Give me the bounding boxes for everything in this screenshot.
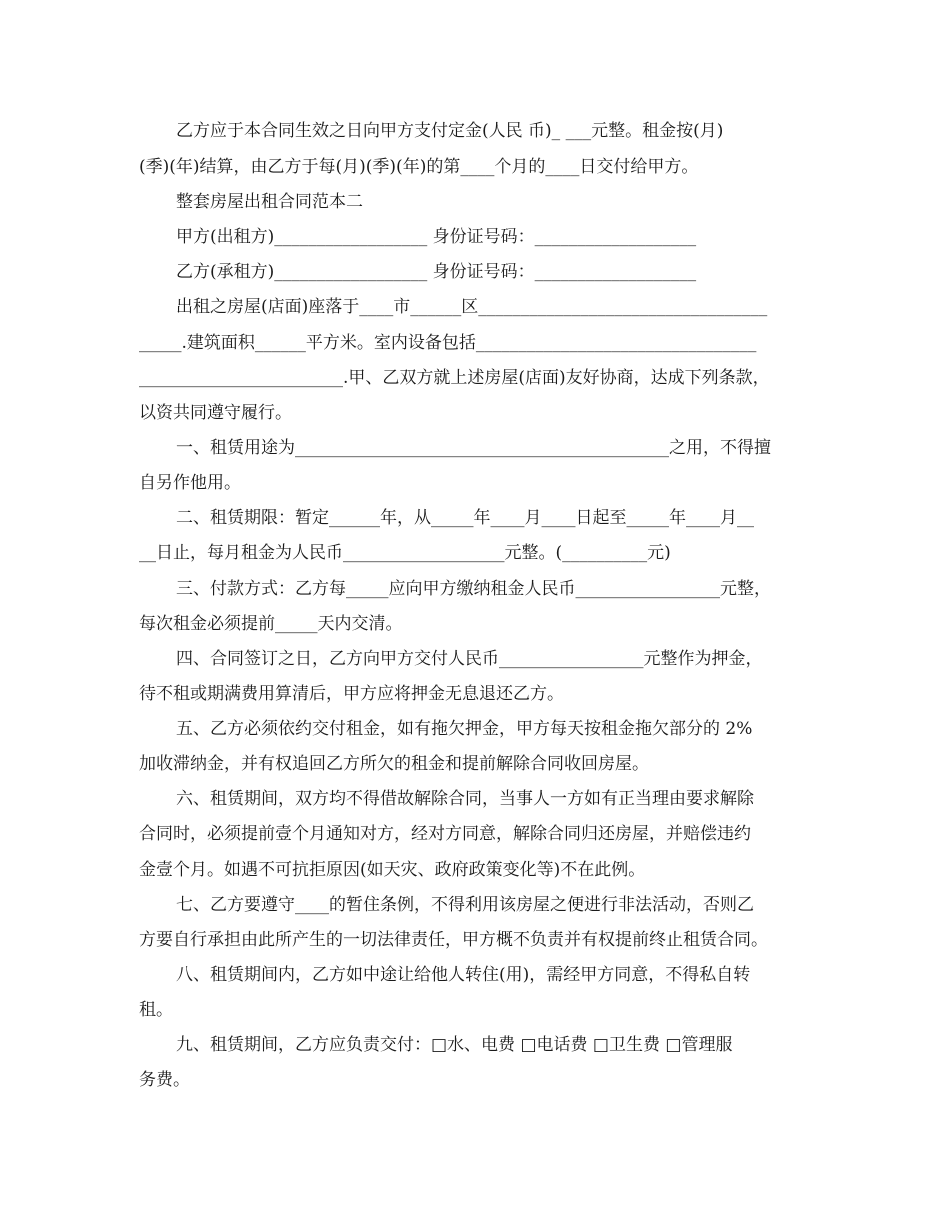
clause-line: 八、租赁期间内，乙方如中途让给他人转住(用)，需经甲方同意，不得私自转 <box>176 965 751 985</box>
paragraph-line: ________________________.甲、乙双方就上述房屋(店面)友好协商，达成下列条款， <box>139 368 770 388</box>
paragraph-line: 以资共同遵守履行。 <box>139 403 292 423</box>
section-heading: 整套房屋出租合同范本二 <box>176 192 363 212</box>
clause-line: 每次租金必须提前_____天内交清。 <box>139 614 403 634</box>
clause-line: 租。 <box>139 1000 173 1020</box>
clause-line: 七、乙方要遵守____的暂住条例，不得利用该房屋之便进行非法活动，否则乙 <box>176 895 754 915</box>
clause-line: 五、乙方必须依约交付租金，如有拖欠押金，甲方每天按租金拖欠部分的 2% <box>176 719 753 739</box>
clause-line: 加收滞纳金，并有权追回乙方所欠的租金和提前解除合同收回房屋。 <box>139 754 649 774</box>
party-a-line: 甲方(出租方)__________________ 身份证号码：___________________ <box>176 227 697 247</box>
party-b-line: 乙方(承租方)__________________ 身份证号码：___________________ <box>176 262 697 282</box>
clause-line: 务费。 <box>139 1070 190 1090</box>
clause-line: 方要自行承担由此所产生的一切法律责任，甲方概不负责并有权提前终止租赁合同。 <box>139 930 768 950</box>
clause-line: 四、合同签订之日，乙方向甲方交付人民币_________________元整作为押金， <box>176 649 763 669</box>
paragraph-line: (季)(年)结算，由乙方于每(月)(季)(年)的第____个月的____日交付给甲方。 <box>139 157 699 177</box>
clause-line: 自另作他用。 <box>139 473 241 493</box>
clause-line: 合同时，必须提前壹个月通知对方，经对方同意，解除合同归还房屋，并赔偿违约 <box>139 824 751 844</box>
clause-line: __日止，每月租金为人民币___________________元整。(__________元) <box>139 543 671 563</box>
paragraph-line: 出租之房屋(店面)座落于____市______区__________________________________ <box>176 297 768 317</box>
paragraph-line: 乙方应于本合同生效之日向甲方支付定金(人民 币)_ ___元整。租金按(月) <box>176 121 724 141</box>
clause-line: 二、租赁期限：暂定______年，从_____年____月____日起至_____年____月__ <box>176 508 754 528</box>
paragraph-line: _____.建筑面积______平方米。室内设备包括_________________________________ <box>139 333 757 353</box>
clause-line: 金壹个月。如遇不可抗拒原因(如天灾、政府政策变化等)不在此例。 <box>139 860 646 880</box>
clause-line: 三、付款方式：乙方每_____应向甲方缴纳租金人民币_________________元整， <box>176 579 771 599</box>
clause-line: 九、租赁期间，乙方应负责交付：□水、电费 □电话费 □卫生费 □管理服 <box>176 1035 733 1055</box>
clause-line: 一、租赁用途为____________________________________________之用，不得擅 <box>176 438 771 458</box>
clause-line: 待不租或期满费用算清后，甲方应将押金无息退还乙方。 <box>139 684 564 704</box>
clause-line: 六、租赁期间，双方均不得借故解除合同，当事人一方如有正当理由要求解除 <box>176 789 754 809</box>
